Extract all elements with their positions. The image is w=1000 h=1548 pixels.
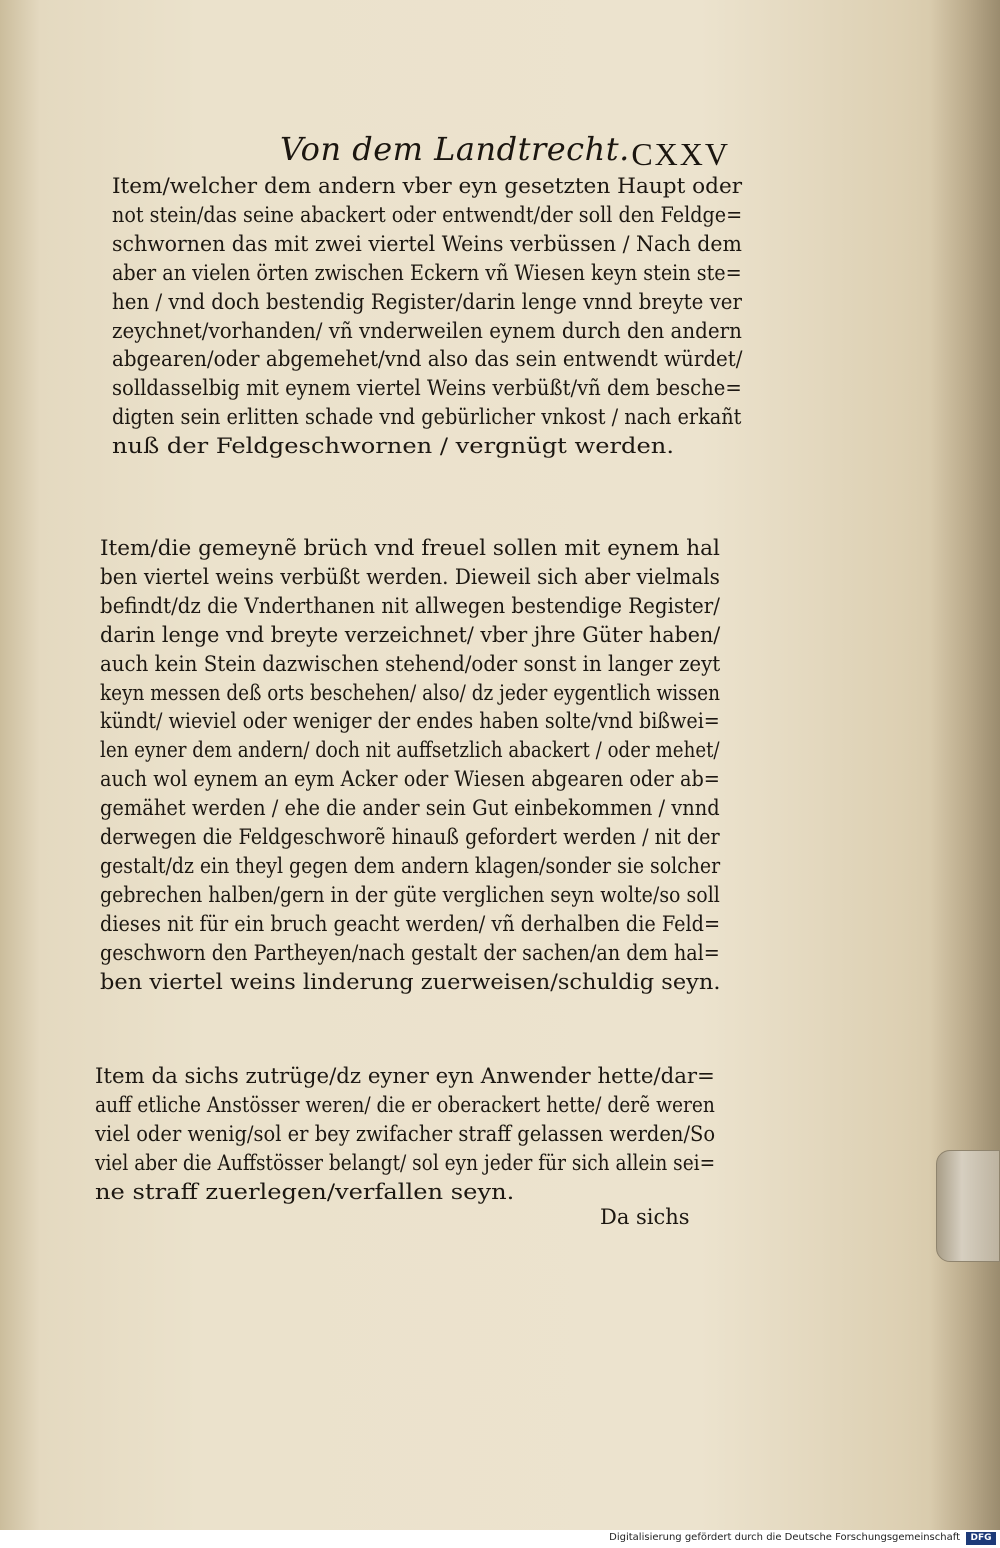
text-line: ne straff zuerlegen/verfallen seyn. — [95, 1179, 515, 1204]
text-line: ben viertel weins verbüßt werden. Dieweil sich aber vielmals — [100, 564, 720, 589]
text-line: abgearen/oder abgemehet/vnd also das sein entwendt würdet/ — [112, 347, 743, 372]
text-line: not stein/das seine abackert oder entwendt/der soll den Feldge= — [112, 202, 743, 227]
text-line: befindt/dz die Vnderthanen nit allwegen bestendige Register/ — [100, 593, 720, 618]
funding-credit: Digitalisierung gefördert durch die Deutsche Forschungsgemeinschaft — [609, 1532, 960, 1543]
text-line: gebrechen halben/gern in der güte verglichen seyn wolte/so soll — [100, 882, 720, 907]
text-line: viel oder wenig/sol er bey zwifacher straff gelassen werden/So — [95, 1121, 716, 1146]
paragraph-3 — [95, 1062, 715, 1207]
text-line: hen / vnd doch bestendig Register/darin lenge vnnd breyte ver — [112, 289, 742, 314]
text-line: dieses nit für ein bruch geacht werden/ vñ derhalben die Feld= — [100, 911, 721, 936]
running-title: Von dem Landtrecht. — [280, 130, 630, 168]
text-line: derwegen die Feldgeschworẽ hinauß gefordert werden / nit der — [100, 825, 720, 850]
text-line: nuß der Feldgeschwornen / vergnügt werden. — [112, 434, 675, 459]
text-line: Item da sichs zutrüge/dz eyner eyn Anwender hette/dar= — [95, 1064, 715, 1088]
text-line: auch kein Stein dazwischen stehend/oder sonst in langer zeyt — [100, 651, 721, 676]
text-line: keyn messen deß orts beschehen/ also/ dz jeder eygentlich wissen — [100, 680, 720, 705]
paragraph-1 — [112, 172, 742, 461]
digitization-footer — [0, 1530, 1000, 1548]
text-line: Item/welcher dem andern vber eyn gesetzten Haupt oder — [112, 174, 743, 198]
page-clip — [936, 1150, 1000, 1262]
text-line: auff etliche Anstösser weren/ die er oberackert hette/ derẽ weren — [95, 1092, 715, 1117]
text-line: zeychnet/vorhanden/ vñ vnderweilen eynem durch den andern — [112, 318, 742, 343]
page-edge-shadow — [930, 0, 1000, 1530]
dfg-logo: DFG — [966, 1532, 996, 1545]
catchword: Da sichs — [600, 1205, 690, 1229]
text-line: solldasselbig mit eynem viertel Weins verbüßt/vñ dem besche= — [112, 376, 742, 401]
text-line: gestalt/dz ein theyl gegen dem andern klagen/sonder sie solcher — [100, 853, 721, 878]
text-line: kündt/ wieviel oder weniger der endes haben solte/vnd bißwei= — [100, 709, 720, 734]
text-line: Item/die gemeynẽ brüch vnd freuel sollen mit eynem hal — [100, 536, 720, 560]
text-line: aber an vielen örten zwischen Eckern vñ Wiesen keyn stein ste= — [112, 260, 742, 285]
text-line: gemähet werden / ehe die ander sein Gut einbekommen / vnnd — [100, 796, 720, 821]
paragraph-2 — [100, 534, 720, 997]
text-line: viel aber die Auffstösser belangt/ sol eyn jeder für sich allein sei= — [95, 1150, 716, 1175]
folio-number: CXXV — [631, 136, 730, 172]
text-line: digten sein erlitten schade vnd gebürlicher vnkost / nach erkañt — [112, 405, 742, 430]
text-line: schwornen das mit zwei viertel Weins verbüssen / Nach dem — [112, 231, 742, 256]
text-line: len eyner dem andern/ doch nit auffsetzlich abackert / oder mehet/ — [100, 738, 720, 763]
text-line: auch wol eynem an eym Acker oder Wiesen abgearen oder ab= — [100, 767, 720, 792]
text-line: geschworn den Partheyen/nach gestalt der sachen/an dem hal= — [100, 940, 720, 965]
text-line: darin lenge vnd breyte verzeichnet/ vber jhre Güter haben/ — [100, 622, 721, 647]
text-line: ben viertel weins linderung zuerweisen/schuldig seyn. — [100, 969, 721, 994]
